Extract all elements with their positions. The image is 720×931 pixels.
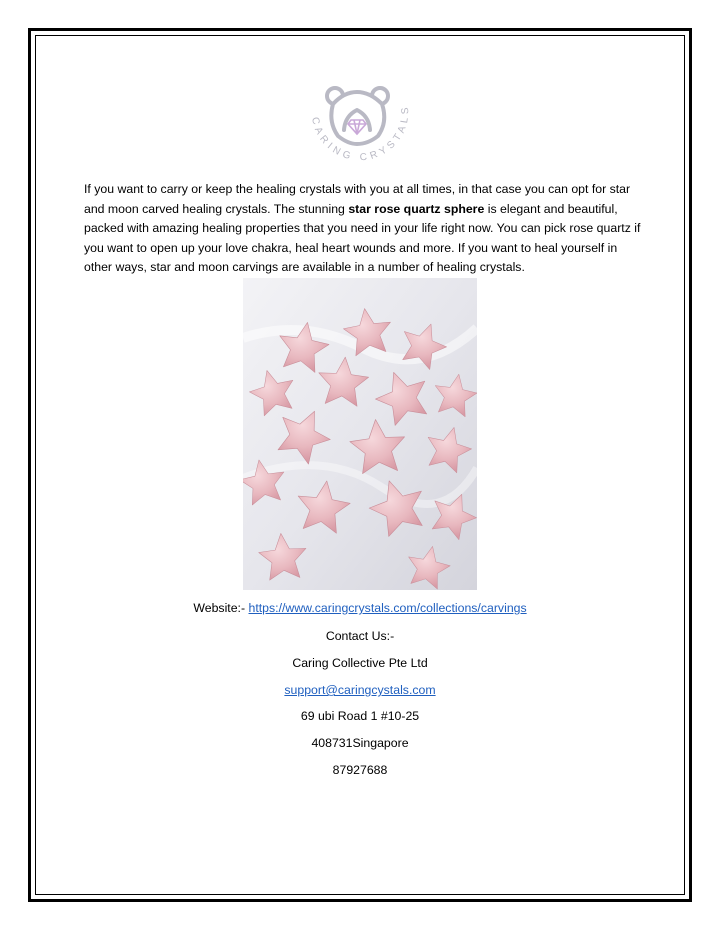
paragraph-bold-phrase: star rose quartz sphere <box>348 201 485 216</box>
company-name: Caring Collective Pte Ltd <box>292 656 428 670</box>
svg-text:CARING CRYSTALS: CARING CRYSTALS <box>308 103 412 164</box>
intro-paragraph <box>84 180 644 278</box>
website-link[interactable]: https://www.caringcrystals.com/collections/carvings <box>248 601 527 615</box>
address-line: 69 ubi Road 1 #10-25 <box>300 709 420 723</box>
paragraph-text-end: is elegant and beautiful, packed with amazing healing properties that you need in your life right now. You can pick rose quartz if you want to open up your love chakra, heal heart wounds and more. If you want to heal yourself in other ways, star and moon carvings are available in a number of healing crystals. <box>84 201 641 274</box>
website-label: Website:- <box>193 601 249 615</box>
rose-quartz-stars-photo <box>243 278 477 590</box>
postal-line: 408731Singapore <box>311 736 409 750</box>
paragraph-text-start: If you want to carry or keep the healing crystals with you at all times, in that case you can opt for star and moon carved healing crystals. The stunning <box>84 182 631 216</box>
contact-heading: Contact Us:- <box>325 629 395 643</box>
email-line <box>0 683 720 697</box>
website-line <box>0 601 720 615</box>
caring-crystals-logo <box>300 78 420 178</box>
phone-line: 87927688 <box>332 763 388 777</box>
email-link[interactable]: support@caringcystals.com <box>284 683 436 697</box>
